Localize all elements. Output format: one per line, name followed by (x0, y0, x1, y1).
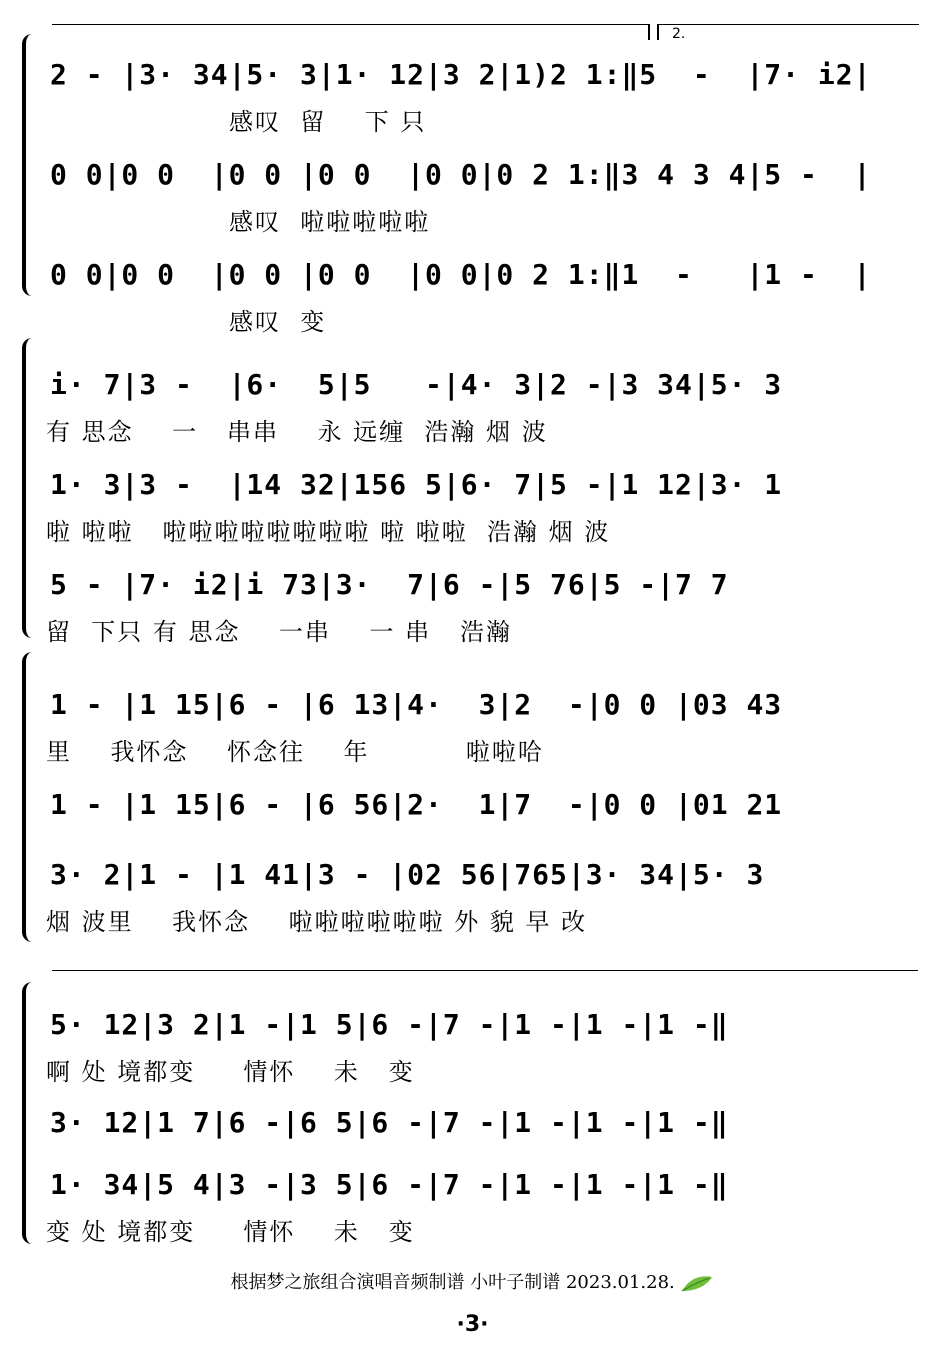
staff-alto (0, 782, 945, 862)
footer-credit (0, 1268, 945, 1294)
notation: 1· 34|5 4|3 -|3 5|6 -|7 -|1 -|1 -|1 -‖ (50, 1168, 729, 1201)
staff-alto (0, 152, 945, 236)
staff-bass (0, 562, 945, 646)
notation: 3· 12|1 7|6 -|6 5|6 -|7 -|1 -|1 -|1 -‖ (50, 1106, 729, 1139)
notation: 5· 12|3 2|1 -|1 5|6 -|7 -|1 -|1 -|1 -‖ (50, 1008, 729, 1041)
ending-bracket (648, 24, 650, 40)
repeat-ending-line (52, 24, 650, 25)
page-number: ·3· (456, 1312, 489, 1337)
notation: 1· 3|3 - |14 32|156 5|6· 7|5 -|1 12|3· 1 (50, 468, 783, 501)
lyrics: 啊 处 境都变 情怀 未 变 (46, 1058, 415, 1086)
lyrics: 啦 啦啦 啦啦啦啦啦啦啦啦 啦 啦啦 浩瀚 烟 波 (46, 518, 611, 546)
top-line (52, 970, 918, 971)
footer-text: 根据梦之旅组合演唱音频制谱 小叶子制谱 2023.01.28. (230, 1272, 675, 1293)
staff-soprano (0, 682, 945, 766)
staff-soprano (0, 362, 945, 446)
staff-soprano (0, 1002, 945, 1086)
notation: i· 7|3 - |6· 5|5 -|4· 3|2 -|3 34|5· 3 (50, 368, 783, 401)
notation: 1 - |1 15|6 - |6 13|4· 3|2 -|0 0 |03 43 (50, 688, 783, 721)
lyrics: 感叹 留 下 只 (46, 108, 427, 136)
notation: 5 - |7· i2|i 73|3· 7|6 -|5 76|5 -|7 7 (50, 568, 729, 601)
notation: 3· 2|1 - |1 41|3 - |02 56|765|3· 34|5· 3 (50, 858, 765, 891)
lyrics: 留 下只 有 思念 一串 一 串 浩瀚 (46, 618, 513, 646)
second-ending-line (657, 24, 919, 25)
lyrics: 烟 波里 我怀念 啦啦啦啦啦啦 外 貌 早 改 (46, 908, 588, 936)
lyrics: 变 处 境都变 情怀 未 变 (46, 1218, 415, 1246)
lyrics: 感叹 啦啦啦啦啦 (46, 208, 431, 236)
staff-bass (0, 1162, 945, 1246)
lyrics: 有 思念 一 串串 永 远缠 浩瀚 烟 波 (46, 418, 548, 446)
notation: 1 - |1 15|6 - |6 56|2· 1|7 -|0 0 |01 21 (50, 788, 783, 821)
lyrics: 里 我怀念 怀念往 年 啦啦哈 (46, 738, 544, 766)
notation: 2 - |3· 34|5· 3|1· 12|3 2|1)2 1:‖5 - |7· i2| (50, 58, 872, 91)
staff-bass (0, 252, 945, 336)
leaf-icon (680, 1273, 714, 1293)
staff-bass (0, 852, 945, 936)
staff-soprano (0, 52, 945, 136)
ending-bracket (657, 24, 659, 40)
staff-alto (0, 462, 945, 546)
volta-label: 2. (672, 26, 686, 42)
notation: 0 0|0 0 |0 0 |0 0 |0 0|0 2 1:‖1 - |1 - | (50, 258, 872, 291)
lyrics: 感叹 变 (46, 308, 327, 336)
notation: 0 0|0 0 |0 0 |0 0 |0 0|0 2 1:‖3 4 3 4|5 - | (50, 158, 872, 191)
